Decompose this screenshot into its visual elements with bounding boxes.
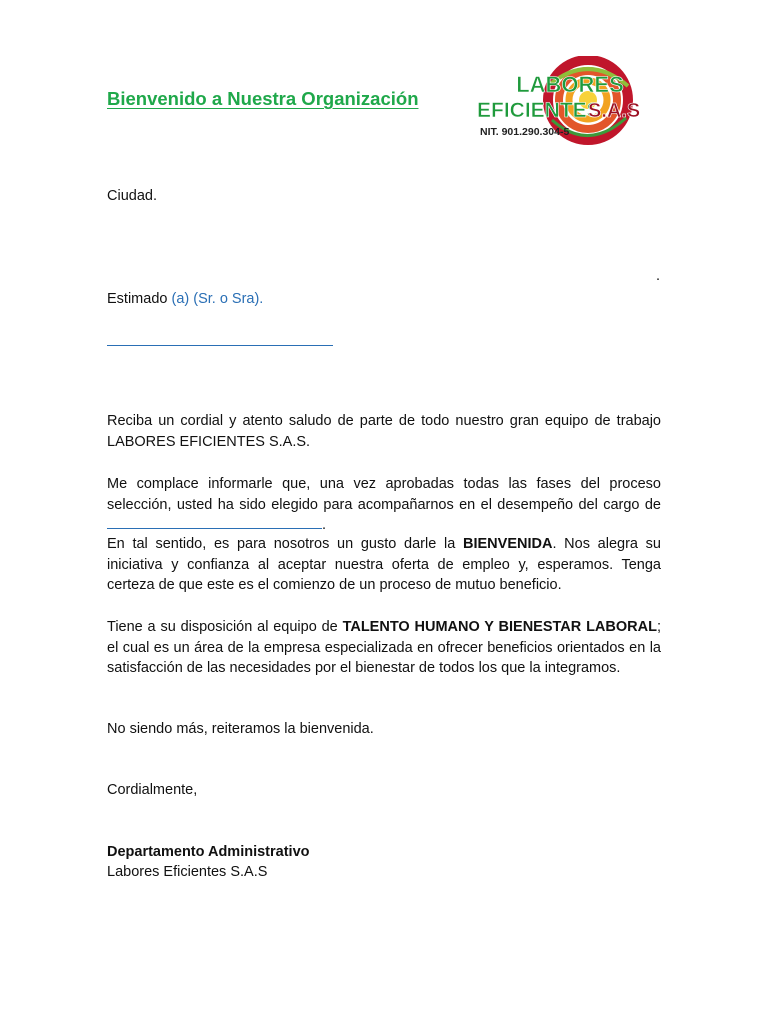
team-text-a: Tiene a su disposición al equipo de <box>107 619 343 635</box>
logo-suffix: S.A.S <box>588 100 641 122</box>
position-blank-field[interactable] <box>107 516 322 529</box>
greeting-prefix: Estimado <box>107 291 172 307</box>
paragraph-selection <box>107 474 661 536</box>
selection-text: Me complace informarle que, una vez aprobadas todas las fases del proceso selección, usted ha sido elegido para acompañarnos en el desempeño del cargo de <box>107 476 661 513</box>
logo-nit: NIT. 901.290.304-5 <box>480 126 570 138</box>
team-bold: TALENTO HUMANO Y BIENESTAR LABORAL <box>342 619 657 635</box>
signature-company: Labores Eficientes S.A.S <box>107 864 268 880</box>
recipient-name-field[interactable] <box>107 345 333 346</box>
paragraph-greeting: Reciba un cordial y atento saludo de parte de todo nuestro gran equipo de trabajo LABORES EFICIENTES S.A.S. <box>107 413 661 450</box>
page-title: Bienvenido a Nuestra Organización <box>107 88 419 109</box>
selection-end: . <box>322 517 327 534</box>
closing: Cordialmente, <box>107 782 198 798</box>
stray-dot: . <box>656 268 661 284</box>
company-logo <box>470 56 660 148</box>
greeting-suffix: (a) (Sr. o Sra). <box>171 291 264 307</box>
paragraph-welcome <box>107 534 661 596</box>
signature-department: Departamento Administrativo <box>107 844 310 860</box>
logo-line2: EFICIENTES <box>477 99 601 122</box>
greeting <box>107 289 263 309</box>
city-line: Ciudad. <box>107 188 157 204</box>
paragraph-closing-note: No siendo más, reiteramos la bienvenida. <box>107 721 374 737</box>
welcome-text-b: . Nos alegra su iniciativa y confianza al aceptar nuestra oferta de empleo y, esperamos. Tenga certeza de que este es el comienzo de un proceso de mutuo beneficio. <box>107 536 661 594</box>
welcome-text-a: En tal sentido, es para nosotros un gusto darle la <box>107 536 463 552</box>
welcome-bold: BIENVENIDA <box>463 536 553 552</box>
logo-line1: LABORES <box>516 72 624 97</box>
paragraph-team <box>107 617 661 679</box>
team-text-b: ; el cual es un área de la empresa especializada en ofrecer beneficios orientados en la satisfacción de las necesidades por el bienestar de todos los que la integramos. <box>107 619 661 677</box>
